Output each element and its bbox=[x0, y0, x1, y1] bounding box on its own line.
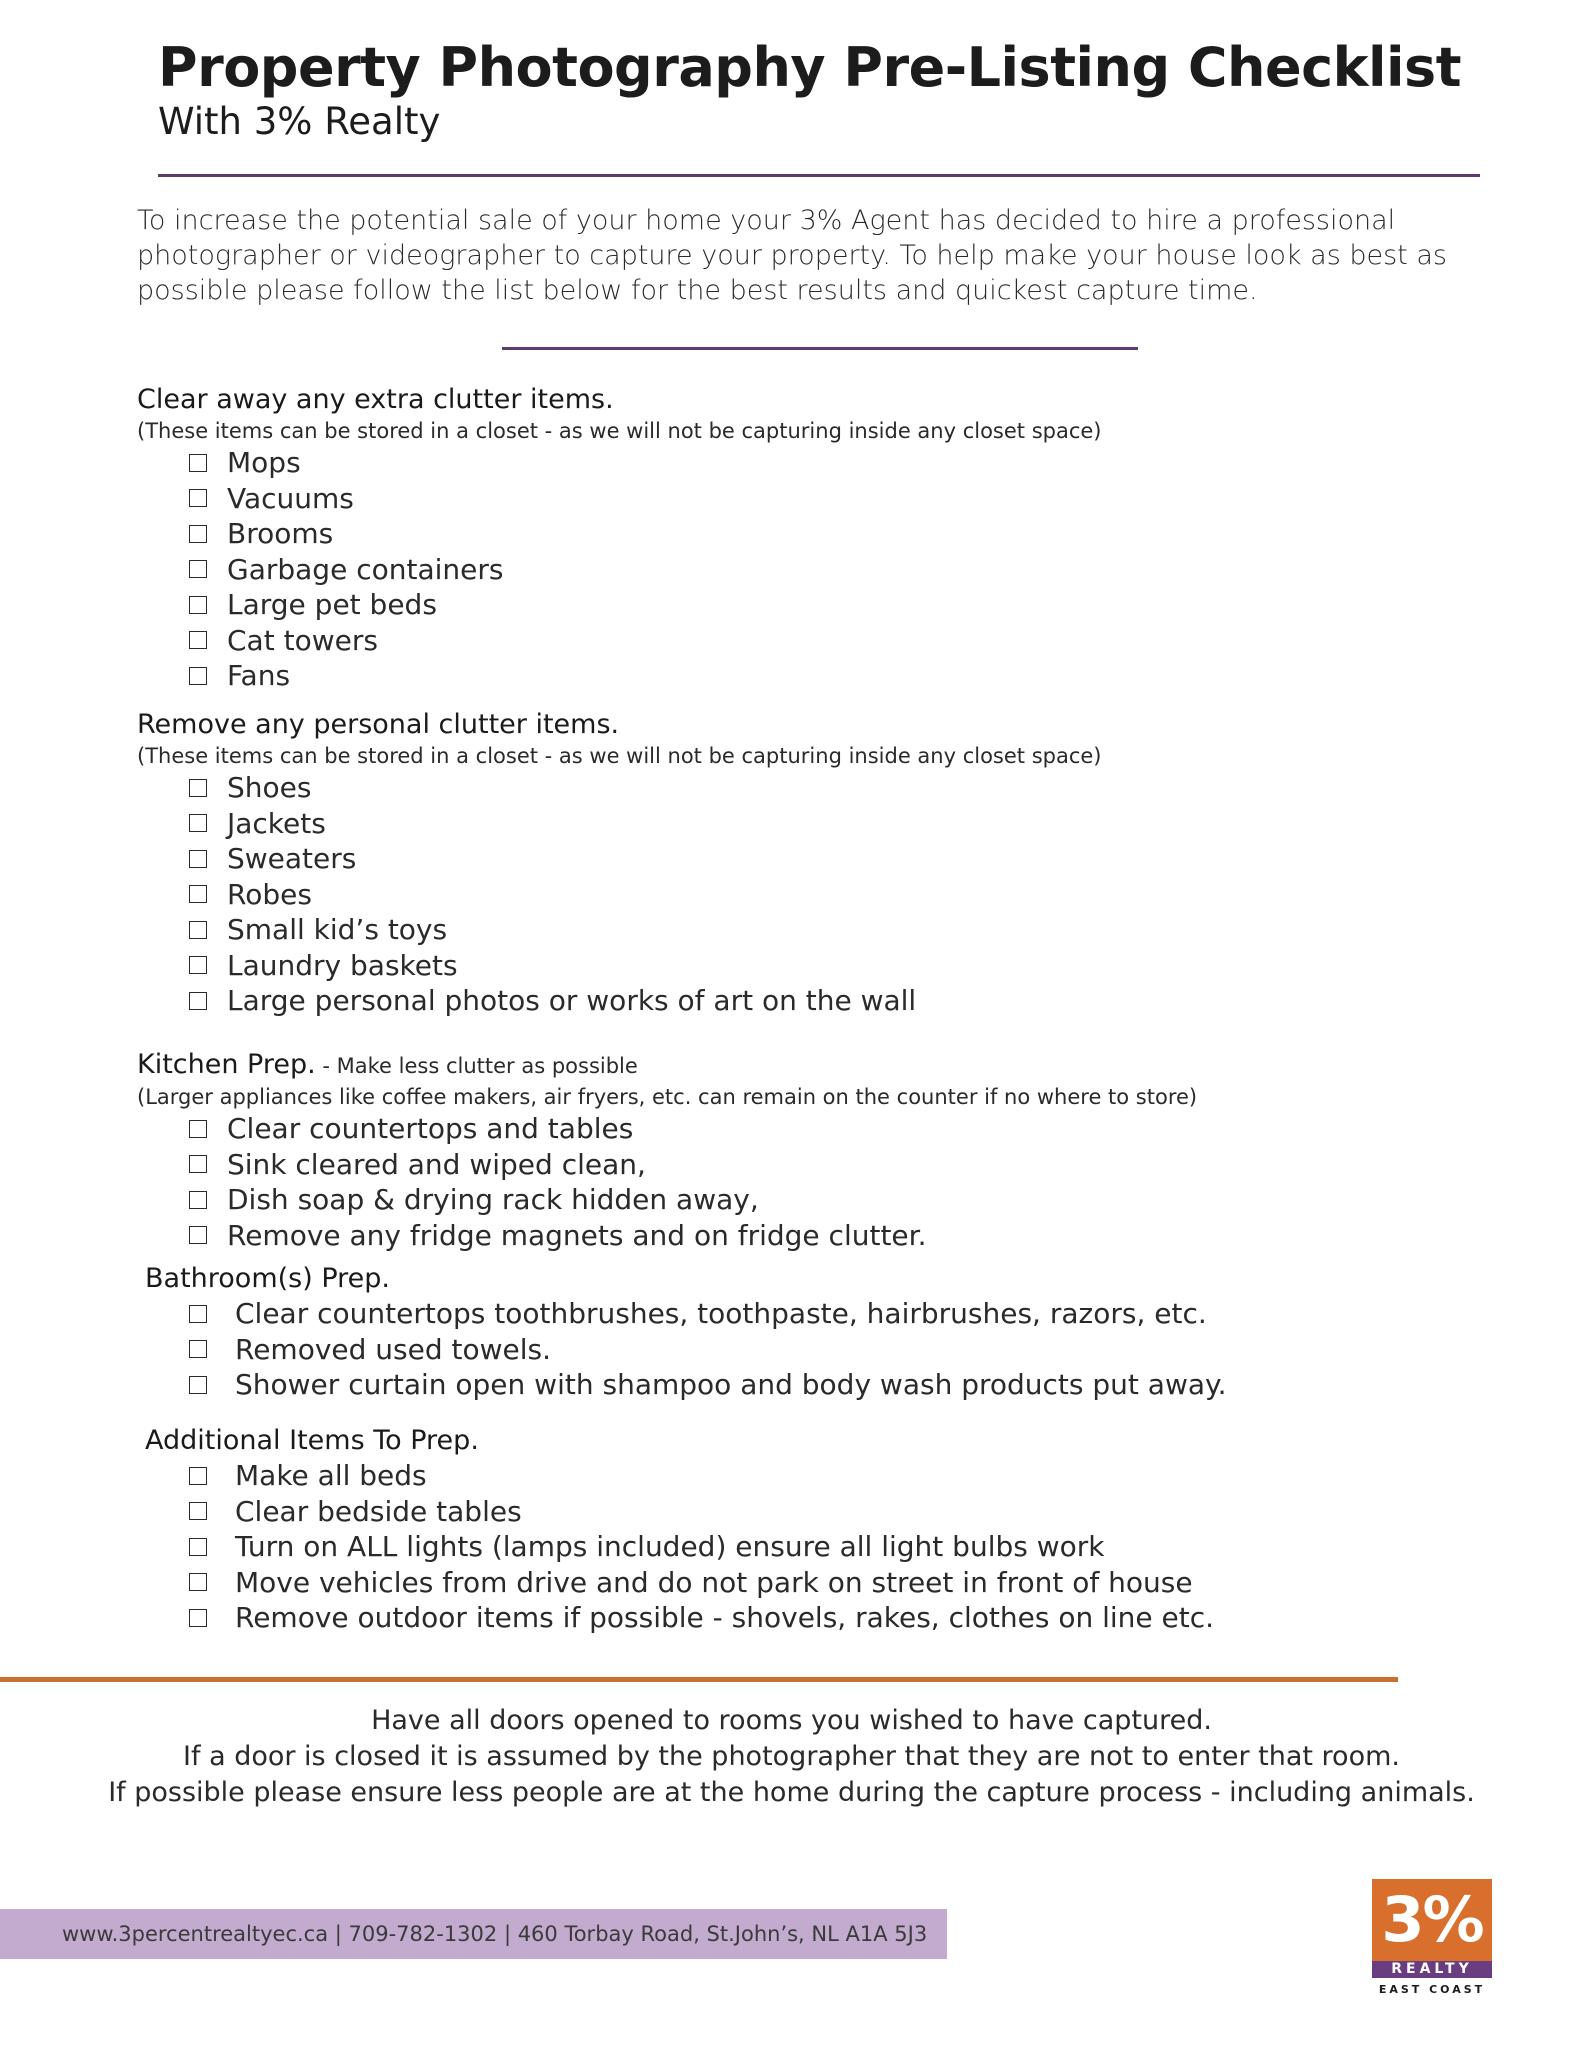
checklist-item bbox=[137, 1565, 1214, 1601]
section-heading: Bathroom(s) Prep. bbox=[145, 1263, 390, 1294]
checklist-item bbox=[137, 912, 1102, 948]
intro-divider bbox=[502, 347, 1138, 350]
checklist-item-label: Small kid’s toys bbox=[227, 913, 448, 947]
section-note: (These items can be stored in a closet - as we will not be capturing inside any closet space) bbox=[137, 419, 1102, 443]
section-heading: Remove any personal clutter items. bbox=[137, 709, 620, 740]
checklist-item bbox=[137, 948, 1102, 984]
checklist-item-label: Brooms bbox=[227, 517, 334, 551]
checklist bbox=[137, 1111, 1197, 1253]
checklist-item bbox=[137, 1529, 1214, 1565]
section-heading: Additional Items To Prep. bbox=[145, 1425, 479, 1456]
checkbox[interactable] bbox=[189, 1340, 207, 1358]
checklist-item bbox=[137, 1600, 1214, 1636]
checkbox[interactable] bbox=[189, 1538, 207, 1556]
checkbox[interactable] bbox=[189, 1226, 207, 1244]
checklist-item-label: Large personal photos or works of art on the wall bbox=[227, 984, 917, 1018]
checklist-item-label: Move vehicles from drive and do not park on street in front of house bbox=[235, 1565, 1193, 1599]
checklist bbox=[137, 1458, 1214, 1636]
checklist-item bbox=[137, 516, 1102, 552]
section-clutter bbox=[137, 383, 1102, 694]
checklist-item-label: Make all beds bbox=[235, 1459, 427, 1493]
checklist-item-label: Sweaters bbox=[227, 842, 357, 876]
checklist bbox=[137, 445, 1102, 694]
logo-band: REALTY bbox=[1372, 1961, 1492, 1978]
checklist-item-label: Cat towers bbox=[227, 623, 378, 657]
section-note: (Larger appliances like coffee makers, air fryers, etc. can remain on the counter if no where to store) bbox=[137, 1085, 1198, 1109]
checklist-item-label: Turn on ALL lights (lamps included) ensure all light bulbs work bbox=[235, 1530, 1105, 1564]
company-logo bbox=[1372, 1879, 1492, 1996]
checkbox[interactable] bbox=[189, 1502, 207, 1520]
closing-divider bbox=[0, 1677, 1398, 1682]
checklist-item-label: Clear countertops and tables bbox=[227, 1112, 634, 1146]
checkbox[interactable] bbox=[189, 1120, 207, 1138]
checklist-item bbox=[137, 770, 1102, 806]
checklist-item bbox=[137, 877, 1102, 913]
section-heading: Clear away any extra clutter items. bbox=[137, 384, 614, 415]
closing-line: If possible please ensure less people are at the home during the capture process - including animals. bbox=[108, 1777, 1475, 1808]
checklist-item bbox=[137, 445, 1102, 481]
checklist-item-label: Remove any fridge magnets and on fridge clutter. bbox=[227, 1218, 927, 1252]
logo-region: EAST COAST bbox=[1378, 1983, 1486, 1996]
footer-bar bbox=[0, 1909, 947, 1959]
checklist-item bbox=[137, 587, 1102, 623]
checkbox[interactable] bbox=[189, 631, 207, 649]
checklist-item-label: Mops bbox=[227, 446, 301, 480]
checkbox[interactable] bbox=[189, 850, 207, 868]
checklist-item bbox=[137, 1182, 1197, 1218]
checkbox[interactable] bbox=[189, 525, 207, 543]
section-note: (These items can be stored in a closet - as we will not be capturing inside any closet space) bbox=[137, 744, 1102, 768]
footer-contact: www.3percentrealtyec.ca | 709-782-1302 | 460 Torbay Road, St.John’s, NL A1A 5J3 bbox=[62, 1922, 928, 1946]
checklist-item-label: Removed used towels. bbox=[235, 1332, 552, 1366]
checkbox[interactable] bbox=[189, 1305, 207, 1323]
checklist-item-label: Laundry baskets bbox=[227, 948, 458, 982]
checklist-item bbox=[137, 1218, 1197, 1254]
checklist-item-label: Remove outdoor items if possible - shovels, rakes, clothes on line etc. bbox=[235, 1601, 1215, 1635]
checklist-item-label: Sink cleared and wiped clean, bbox=[227, 1147, 646, 1181]
checklist-item-label: Clear bedside tables bbox=[235, 1494, 522, 1528]
checklist-item-label: Clear countertops toothbrushes, toothpaste, hairbrushes, razors, etc. bbox=[235, 1297, 1207, 1331]
closing-line: If a door is closed it is assumed by the photographer that they are not to enter that room. bbox=[183, 1741, 1400, 1772]
checklist-item-label: Dish soap & drying rack hidden away, bbox=[227, 1183, 759, 1217]
section-personal bbox=[137, 708, 1102, 1019]
page-title: Property Photography Pre-Listing Checklist bbox=[158, 36, 1462, 99]
checklist-item-label: Robes bbox=[227, 877, 312, 911]
checkbox[interactable] bbox=[189, 885, 207, 903]
intro-paragraph: To increase the potential sale of your home your 3% Agent has decided to hire a professional photographer or videographer to capture your property. To help make your house look as best as possible please follow the list below for the best results and quickest capture time. bbox=[137, 205, 1447, 306]
checklist bbox=[137, 770, 1102, 1019]
checkbox[interactable] bbox=[189, 814, 207, 832]
checklist-item-label: Garbage containers bbox=[227, 552, 504, 586]
header-divider bbox=[158, 174, 1480, 177]
checkbox[interactable] bbox=[189, 779, 207, 797]
checkbox[interactable] bbox=[189, 667, 207, 685]
checklist-item-label: Vacuums bbox=[227, 481, 354, 515]
page-subtitle: With 3% Realty bbox=[158, 100, 441, 143]
checklist-item bbox=[137, 983, 1102, 1019]
checklist-item-label: Shoes bbox=[227, 771, 312, 805]
checkbox[interactable] bbox=[189, 489, 207, 507]
checkbox[interactable] bbox=[189, 1191, 207, 1209]
checkbox[interactable] bbox=[189, 1467, 207, 1485]
checkbox[interactable] bbox=[189, 1376, 207, 1394]
checkbox[interactable] bbox=[189, 454, 207, 472]
checklist-item-label: Large pet beds bbox=[227, 588, 437, 622]
checklist-item bbox=[137, 841, 1102, 877]
checklist-item bbox=[137, 1296, 1226, 1332]
checklist-item bbox=[137, 552, 1102, 588]
checkbox[interactable] bbox=[189, 596, 207, 614]
checklist-item bbox=[137, 1458, 1214, 1494]
checklist bbox=[137, 1296, 1226, 1403]
checkbox[interactable] bbox=[189, 1573, 207, 1591]
checklist-item bbox=[137, 1494, 1214, 1530]
section-kitchen bbox=[137, 1048, 1197, 1253]
checklist-item bbox=[137, 1332, 1226, 1368]
logo-mark: 3% bbox=[1372, 1879, 1492, 1961]
checkbox[interactable] bbox=[189, 1155, 207, 1173]
checkbox[interactable] bbox=[189, 992, 207, 1010]
checklist-item-label: Fans bbox=[227, 659, 291, 693]
closing-notes bbox=[0, 1703, 1583, 1811]
checklist-item bbox=[137, 1367, 1226, 1403]
checkbox[interactable] bbox=[189, 560, 207, 578]
checkbox[interactable] bbox=[189, 1609, 207, 1627]
checklist-item bbox=[137, 1147, 1197, 1183]
checkbox[interactable] bbox=[189, 956, 207, 974]
checklist-item-label: Shower curtain open with shampoo and body wash products put away. bbox=[235, 1368, 1227, 1402]
checklist-item bbox=[137, 806, 1102, 842]
checklist-item bbox=[137, 1111, 1197, 1147]
section-additional bbox=[145, 1424, 1214, 1636]
checklist-item bbox=[137, 481, 1102, 517]
section-heading: Kitchen Prep. - Make less clutter as possible bbox=[137, 1049, 638, 1080]
closing-line: Have all doors opened to rooms you wished to have captured. bbox=[371, 1705, 1212, 1736]
checkbox[interactable] bbox=[189, 921, 207, 939]
section-bathroom bbox=[145, 1262, 1226, 1403]
checklist-item bbox=[137, 658, 1102, 694]
checklist-item-label: Jackets bbox=[227, 806, 326, 840]
checklist-item bbox=[137, 623, 1102, 659]
